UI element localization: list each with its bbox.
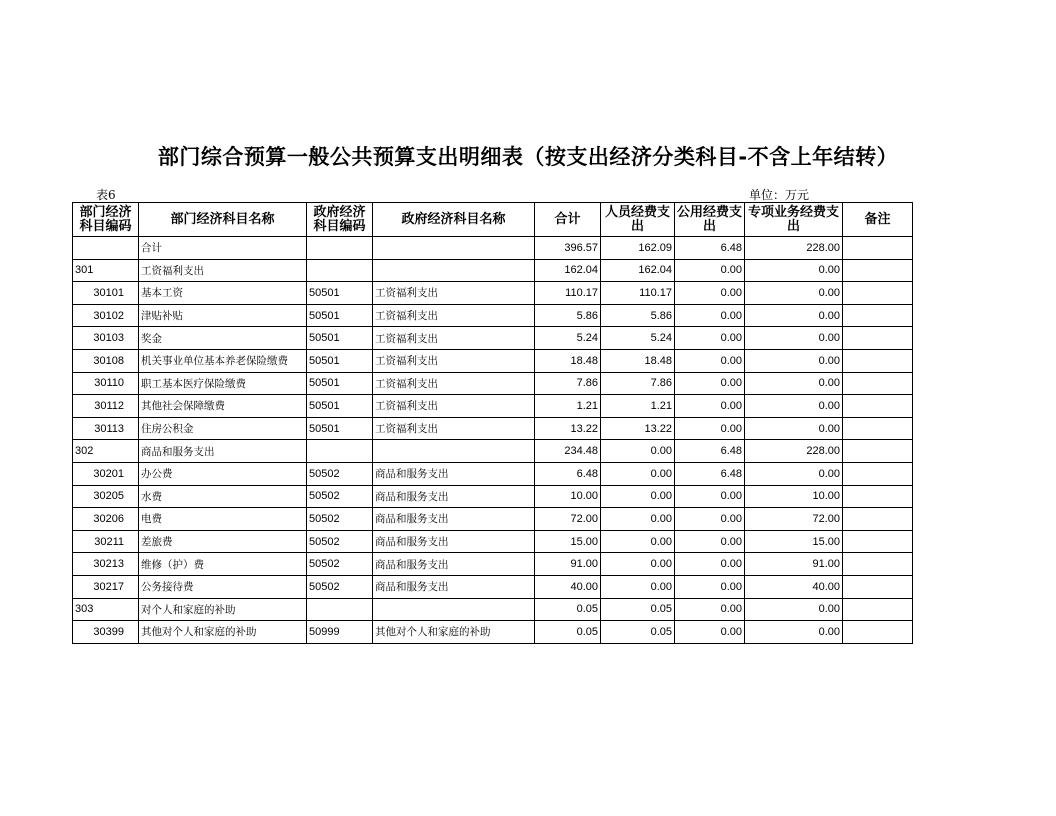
cell-special: 15.00 [745, 530, 843, 553]
cell-gov-name [373, 259, 535, 282]
cell-special: 0.00 [745, 259, 843, 282]
cell-personnel: 0.00 [601, 485, 675, 508]
cell-public: 0.00 [675, 553, 745, 576]
cell-personnel: 0.00 [601, 462, 675, 485]
cell-dept-code: 30103 [73, 327, 139, 350]
cell-gov-name: 工资福利支出 [373, 304, 535, 327]
cell-dept-name: 差旅费 [139, 530, 307, 553]
cell-public: 0.00 [675, 575, 745, 598]
cell-dept-name: 对个人和家庭的补助 [139, 598, 307, 621]
cell-note [843, 304, 913, 327]
cell-personnel: 162.04 [601, 259, 675, 282]
cell-public: 6.48 [675, 237, 745, 260]
cell-public: 0.00 [675, 259, 745, 282]
cell-special: 40.00 [745, 575, 843, 598]
header-dept-code: 部门经济科目编码 [73, 203, 139, 237]
cell-gov-name [373, 440, 535, 463]
cell-dept-name: 奖金 [139, 327, 307, 350]
table-row [73, 508, 913, 531]
cell-special: 10.00 [745, 485, 843, 508]
cell-special: 72.00 [745, 508, 843, 531]
cell-personnel: 162.09 [601, 237, 675, 260]
cell-gov-code: 50502 [307, 462, 373, 485]
cell-public: 0.00 [675, 327, 745, 350]
cell-gov-code [307, 259, 373, 282]
cell-gov-name: 工资福利支出 [373, 349, 535, 372]
cell-dept-name: 住房公积金 [139, 417, 307, 440]
cell-gov-code: 50999 [307, 621, 373, 644]
cell-gov-name: 工资福利支出 [373, 372, 535, 395]
unit-label: 单位：万元 [749, 188, 810, 202]
table-row [73, 462, 913, 485]
cell-note [843, 462, 913, 485]
cell-dept-code: 30213 [73, 553, 139, 576]
cell-personnel: 5.86 [601, 304, 675, 327]
cell-dept-code: 302 [73, 440, 139, 463]
cell-dept-code: 30211 [73, 530, 139, 553]
cell-gov-name: 商品和服务支出 [373, 508, 535, 531]
cell-dept-code: 30399 [73, 621, 139, 644]
cell-special: 0.00 [745, 349, 843, 372]
cell-total: 5.86 [535, 304, 601, 327]
cell-personnel: 18.48 [601, 349, 675, 372]
cell-gov-name: 商品和服务支出 [373, 575, 535, 598]
cell-special: 91.00 [745, 553, 843, 576]
cell-note [843, 508, 913, 531]
cell-note [843, 485, 913, 508]
cell-dept-code: 303 [73, 598, 139, 621]
cell-gov-name: 工资福利支出 [373, 327, 535, 350]
cell-personnel: 1.21 [601, 395, 675, 418]
header-note: 备注 [843, 203, 913, 237]
cell-note [843, 349, 913, 372]
cell-public: 0.00 [675, 530, 745, 553]
cell-special: 0.00 [745, 395, 843, 418]
table-row [73, 598, 913, 621]
table-row [73, 530, 913, 553]
table-row [73, 282, 913, 305]
cell-personnel: 0.00 [601, 508, 675, 531]
cell-dept-name: 工资福利支出 [139, 259, 307, 282]
cell-public: 0.00 [675, 417, 745, 440]
cell-note [843, 417, 913, 440]
cell-public: 0.00 [675, 485, 745, 508]
cell-dept-name: 机关事业单位基本养老保险缴费 [139, 349, 307, 372]
cell-gov-code: 50501 [307, 372, 373, 395]
header-gov-code: 政府经济科目编码 [307, 203, 373, 237]
cell-gov-code: 50502 [307, 485, 373, 508]
cell-personnel: 0.05 [601, 598, 675, 621]
cell-personnel: 0.05 [601, 621, 675, 644]
cell-total: 91.00 [535, 553, 601, 576]
cell-dept-code: 30110 [73, 372, 139, 395]
cell-dept-name: 其他社会保障缴费 [139, 395, 307, 418]
table-row [73, 327, 913, 350]
cell-total: 7.86 [535, 372, 601, 395]
cell-total: 0.05 [535, 598, 601, 621]
page-title: 部门综合预算一般公共预算支出明细表（按支出经济分类科目-不含上年结转） [157, 145, 899, 169]
cell-gov-code: 50501 [307, 349, 373, 372]
cell-total: 110.17 [535, 282, 601, 305]
cell-note [843, 440, 913, 463]
cell-dept-name: 合计 [139, 237, 307, 260]
cell-gov-name [373, 598, 535, 621]
cell-public: 0.00 [675, 621, 745, 644]
cell-gov-name: 商品和服务支出 [373, 485, 535, 508]
cell-note [843, 553, 913, 576]
cell-gov-code: 50501 [307, 417, 373, 440]
cell-public: 0.00 [675, 304, 745, 327]
cell-dept-code: 30113 [73, 417, 139, 440]
cell-dept-code: 30201 [73, 462, 139, 485]
header-special: 专项业务经费支出 [745, 203, 843, 237]
cell-dept-name: 津贴补贴 [139, 304, 307, 327]
cell-gov-code: 50501 [307, 282, 373, 305]
cell-gov-code: 50501 [307, 395, 373, 418]
cell-dept-name: 公务接待费 [139, 575, 307, 598]
cell-total: 0.05 [535, 621, 601, 644]
table-body [73, 237, 913, 644]
cell-note [843, 621, 913, 644]
cell-total: 72.00 [535, 508, 601, 531]
cell-personnel: 0.00 [601, 530, 675, 553]
cell-dept-name: 职工基本医疗保险缴费 [139, 372, 307, 395]
cell-gov-code: 50501 [307, 327, 373, 350]
table-row [73, 372, 913, 395]
header-row [73, 203, 913, 237]
cell-gov-code: 50502 [307, 575, 373, 598]
cell-dept-code: 30112 [73, 395, 139, 418]
budget-table [72, 202, 913, 644]
cell-note [843, 259, 913, 282]
cell-dept-name: 维修（护）费 [139, 553, 307, 576]
cell-special: 0.00 [745, 327, 843, 350]
table-row [73, 553, 913, 576]
cell-gov-name: 工资福利支出 [373, 282, 535, 305]
cell-gov-name: 商品和服务支出 [373, 530, 535, 553]
cell-special: 0.00 [745, 372, 843, 395]
cell-public: 0.00 [675, 349, 745, 372]
cell-note [843, 395, 913, 418]
cell-special: 0.00 [745, 417, 843, 440]
cell-total: 234.48 [535, 440, 601, 463]
cell-dept-code [73, 237, 139, 260]
cell-dept-code: 30101 [73, 282, 139, 305]
cell-public: 0.00 [675, 372, 745, 395]
cell-total: 13.22 [535, 417, 601, 440]
cell-dept-name: 基本工资 [139, 282, 307, 305]
cell-dept-code: 301 [73, 259, 139, 282]
cell-special: 0.00 [745, 282, 843, 305]
cell-public: 0.00 [675, 395, 745, 418]
cell-personnel: 0.00 [601, 440, 675, 463]
header-personnel: 人员经费支出 [601, 203, 675, 237]
cell-gov-code: 50501 [307, 304, 373, 327]
cell-personnel: 13.22 [601, 417, 675, 440]
cell-special: 228.00 [745, 440, 843, 463]
header-public: 公用经费支出 [675, 203, 745, 237]
cell-gov-code: 50502 [307, 508, 373, 531]
cell-dept-name: 办公费 [139, 462, 307, 485]
cell-note [843, 237, 913, 260]
cell-gov-code [307, 598, 373, 621]
table-row [73, 304, 913, 327]
cell-dept-name: 电费 [139, 508, 307, 531]
cell-note [843, 327, 913, 350]
cell-gov-code: 50502 [307, 530, 373, 553]
cell-dept-name: 水费 [139, 485, 307, 508]
cell-note [843, 598, 913, 621]
cell-gov-name: 工资福利支出 [373, 417, 535, 440]
cell-gov-code [307, 237, 373, 260]
cell-personnel: 0.00 [601, 553, 675, 576]
cell-special: 0.00 [745, 462, 843, 485]
cell-personnel: 110.17 [601, 282, 675, 305]
cell-note [843, 575, 913, 598]
cell-public: 0.00 [675, 598, 745, 621]
header-gov-name: 政府经济科目名称 [373, 203, 535, 237]
cell-gov-name: 其他对个人和家庭的补助 [373, 621, 535, 644]
cell-gov-code [307, 440, 373, 463]
cell-note [843, 372, 913, 395]
cell-total: 162.04 [535, 259, 601, 282]
header-total: 合计 [535, 203, 601, 237]
cell-personnel: 5.24 [601, 327, 675, 350]
table-row [73, 237, 913, 260]
cell-special: 0.00 [745, 304, 843, 327]
table-label: 表6 [96, 188, 116, 202]
cell-gov-name [373, 237, 535, 260]
cell-total: 15.00 [535, 530, 601, 553]
cell-special: 228.00 [745, 237, 843, 260]
header-dept-name: 部门经济科目名称 [139, 203, 307, 237]
table-row [73, 395, 913, 418]
cell-personnel: 0.00 [601, 575, 675, 598]
cell-public: 6.48 [675, 440, 745, 463]
cell-public: 6.48 [675, 462, 745, 485]
cell-gov-name: 商品和服务支出 [373, 462, 535, 485]
cell-dept-code: 30206 [73, 508, 139, 531]
cell-total: 6.48 [535, 462, 601, 485]
table-row [73, 621, 913, 644]
cell-total: 40.00 [535, 575, 601, 598]
cell-total: 18.48 [535, 349, 601, 372]
table-row [73, 259, 913, 282]
table-row [73, 349, 913, 372]
table-row [73, 575, 913, 598]
table-row [73, 485, 913, 508]
cell-special: 0.00 [745, 621, 843, 644]
cell-total: 5.24 [535, 327, 601, 350]
cell-public: 0.00 [675, 282, 745, 305]
cell-note [843, 282, 913, 305]
cell-gov-name: 商品和服务支出 [373, 553, 535, 576]
cell-special: 0.00 [745, 598, 843, 621]
table-row [73, 440, 913, 463]
cell-note [843, 530, 913, 553]
cell-personnel: 7.86 [601, 372, 675, 395]
cell-total: 1.21 [535, 395, 601, 418]
cell-dept-code: 30217 [73, 575, 139, 598]
cell-gov-name: 工资福利支出 [373, 395, 535, 418]
cell-dept-code: 30108 [73, 349, 139, 372]
table-row [73, 417, 913, 440]
cell-dept-code: 30102 [73, 304, 139, 327]
cell-public: 0.00 [675, 508, 745, 531]
cell-dept-name: 商品和服务支出 [139, 440, 307, 463]
cell-dept-name: 其他对个人和家庭的补助 [139, 621, 307, 644]
cell-dept-code: 30205 [73, 485, 139, 508]
cell-total: 10.00 [535, 485, 601, 508]
cell-gov-code: 50502 [307, 553, 373, 576]
cell-total: 396.57 [535, 237, 601, 260]
